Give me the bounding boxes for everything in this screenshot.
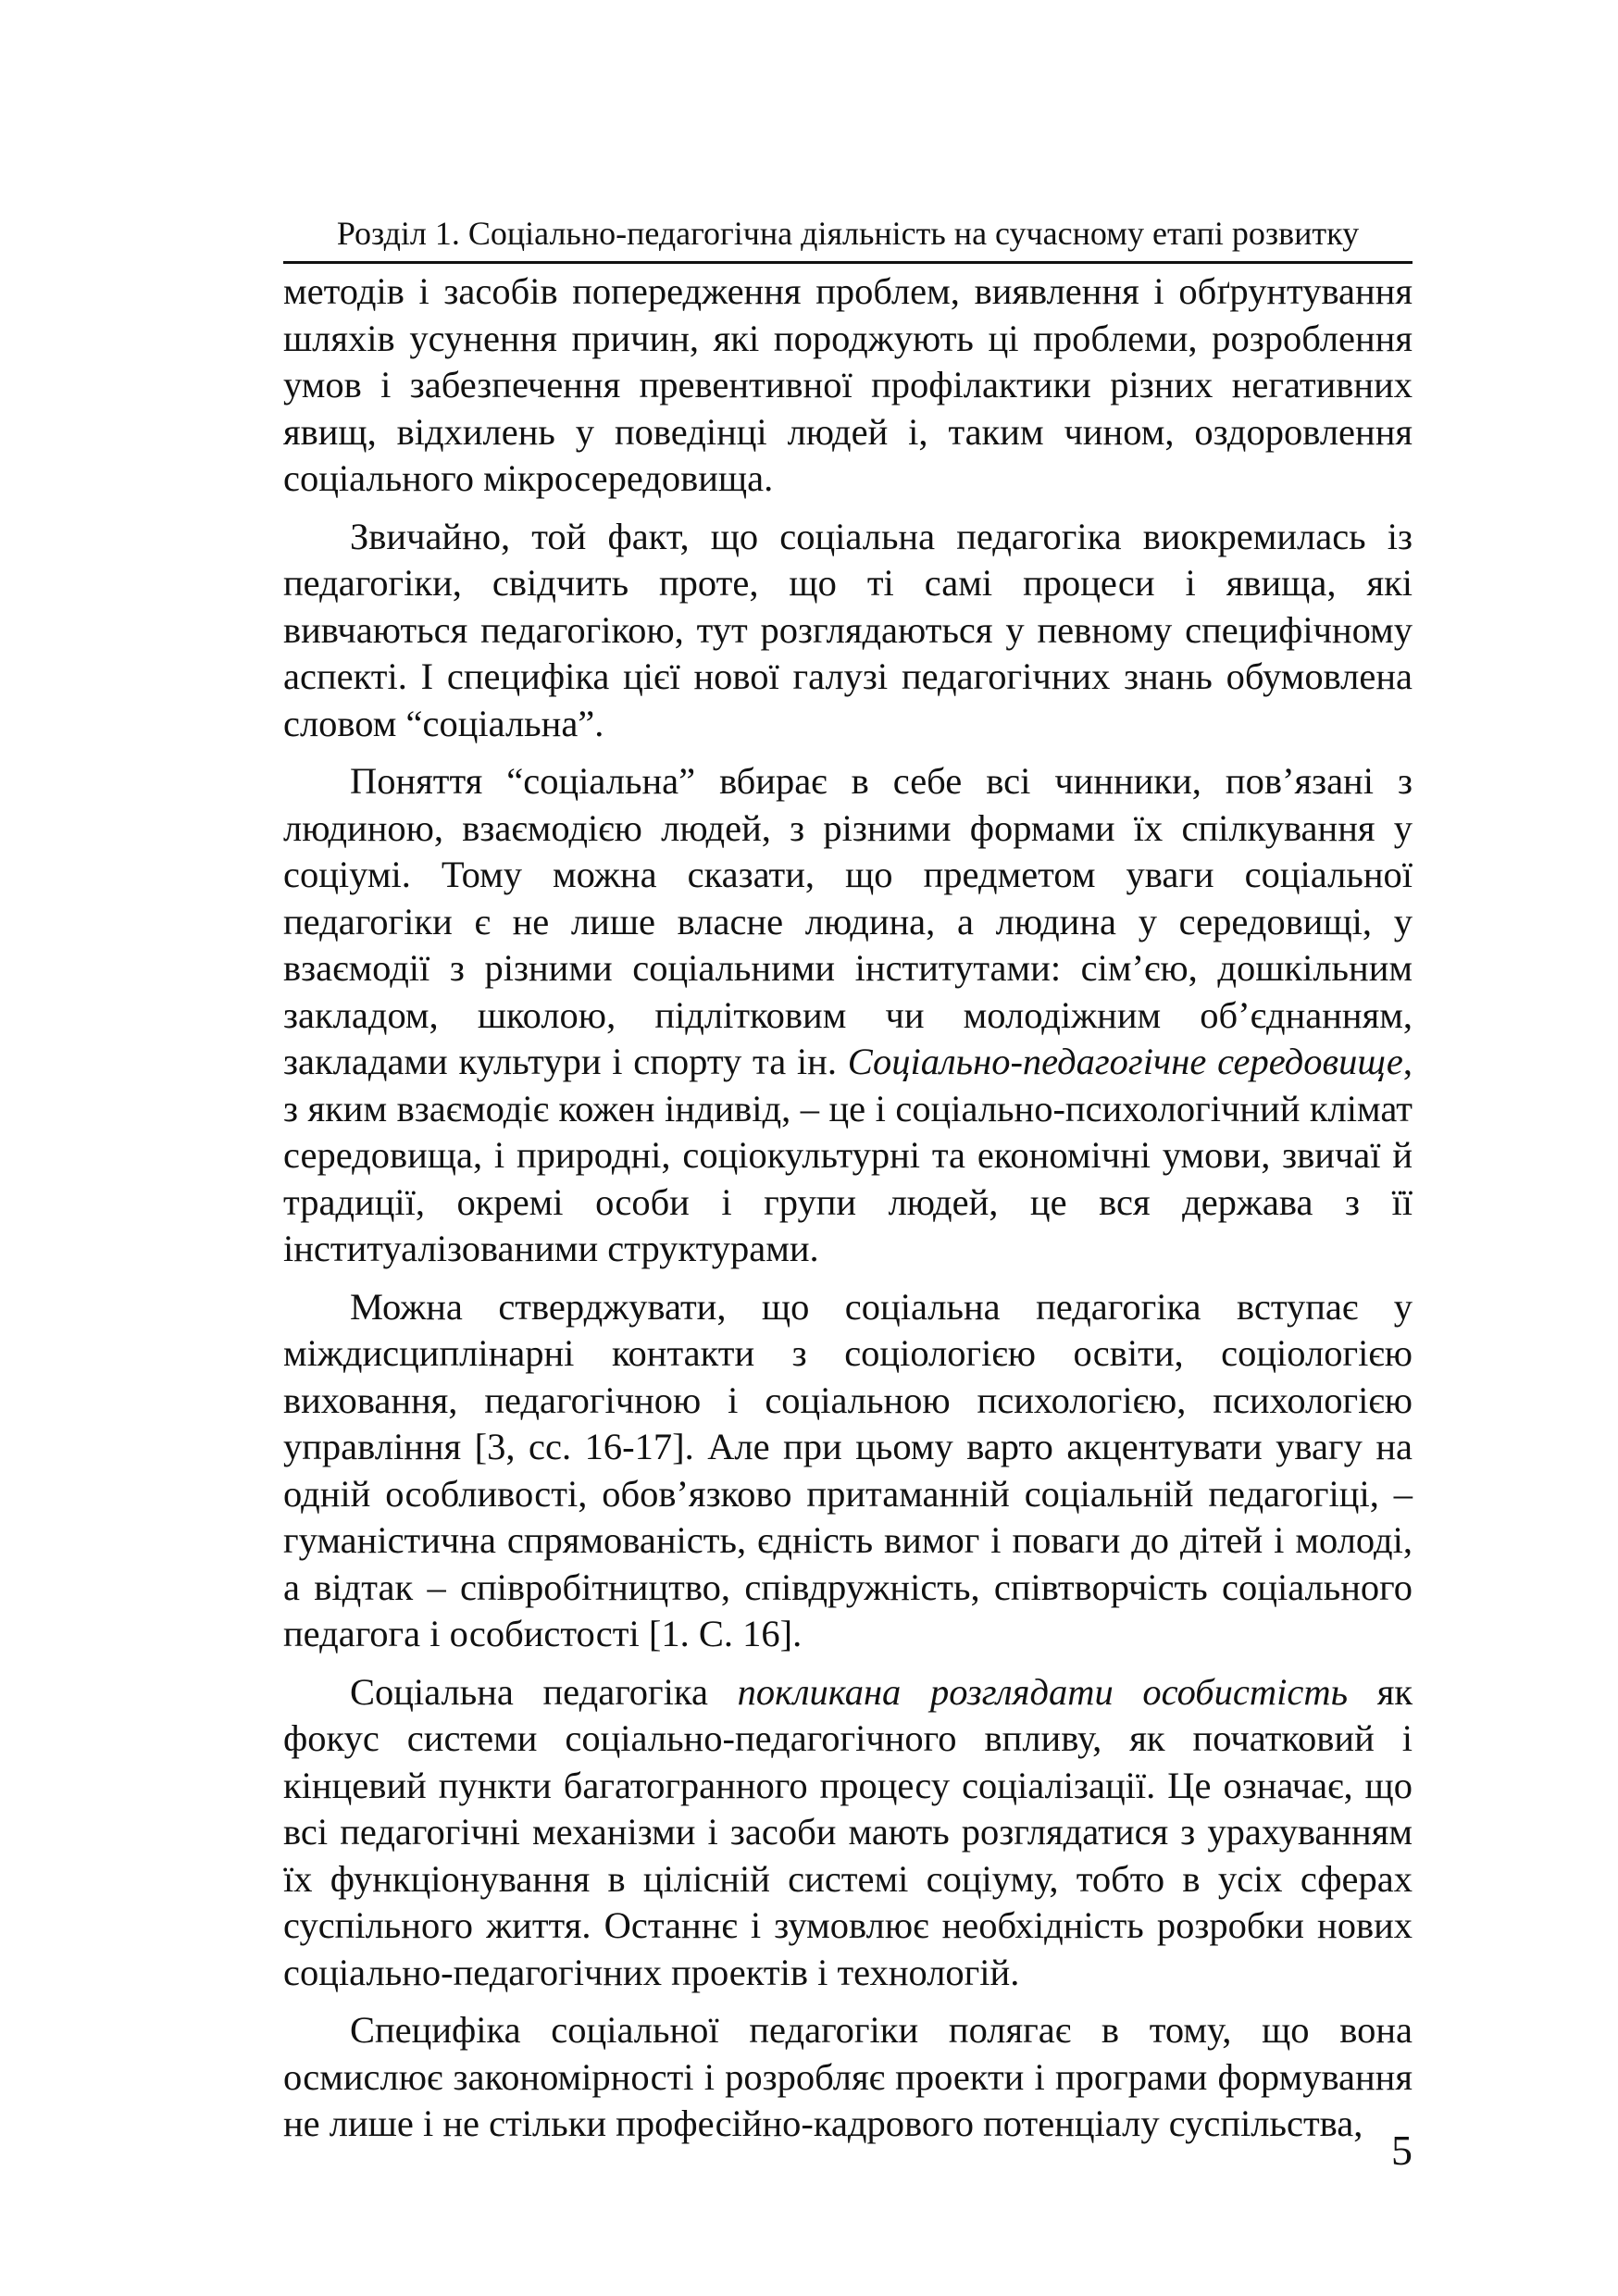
paragraph-1: методів і засобів попередження проблем, виявлення і обґрунтування шляхів усунення причин, які породжують ці проблеми, розроблення умов і забезпечення превентивної профілактики різних негативних явищ, відхилень у поведінці людей і, таким чином, оздоровлення соціального мікросередовища. — [283, 270, 1413, 499]
paragraph-5-text-after: як фокус системи соціально-педагогічного впливу, як початковий і кінцевий пункти багатогранного процесу соціалізації. Це означає, що всі педагогічні механізми і засоби мають розглядатися з урахуванням їх функціонування в цілісній системі соціуму, тобто в усіх сферах суспільного життя. Останнє і зумовлює необхідність розробки нових соціально-педагогічних проектів і технологій. — [283, 1670, 1413, 1993]
paragraph-5-text-before: Соціальна педагогіка — [350, 1670, 738, 1713]
page-number: 5 — [1391, 2127, 1413, 2174]
paragraph-5 — [283, 1669, 1413, 1997]
paragraph-4: Можна стверджувати, що соціальна педагогіка вступає у міждисциплінарні контакти з соціологією освіти, соціологією виховання, педагогічною і соціальною психологією, психологією управління [3, сс. 16-17]. Але при цьому варто акцентувати увагу на одній особливості, обов’язково притаманній соціальній педагогіці, – гуманістична спрямованість, єдність вимог і поваги до дітей і молоді, а відтак – співробітництво, співдружність, співтворчість соціального педагога і особистості [1. С. 16]. — [283, 1285, 1413, 1654]
paragraph-3-text-before: Поняття “соціальна” вбирає в себе всі чинники, пов’язані з людиною, взаємодією людей, з різними формами їх спілкування у соціумі. Тому можна сказати, що предметом уваги соціальної педагогіки є не лише власне людина, а людина у середовищі, у взаємодії з різними соціальними інститутами: сім’єю, дошкільним закладом, школою, підлітковим чи молодіжним об’єднанням, закладами культури і спорту та ін. — [283, 760, 1413, 1082]
body-text — [283, 268, 1413, 2148]
header-rule — [283, 261, 1413, 264]
paragraph-3-text-after: , з яким взаємодіє кожен індивід, – це і соціально-психологічний клімат середовища, і природні, соціокультурні та економічні умови, звичаї й традиції, окремі особи і групи людей, це вся держава з її інституалізованими структурами. — [283, 1041, 1413, 1269]
running-header: Розділ 1. Соціально-педагогічна діяльність на сучасному етапі розвитку — [336, 215, 1360, 252]
paragraph-6: Специфіка соціальної педагогіки полягає в тому, що вона осмислює закономірності і розробляє проекти і програми формування не лише і не стільки професійно-кадрового потенціалу суспільства, — [283, 2009, 1413, 2144]
paragraph-3 — [283, 758, 1413, 1273]
paragraph-3-emphasis: Соціально-педагогічне середовище — [847, 1041, 1403, 1082]
paragraph-5-emphasis: покликана розглядати особистість — [737, 1670, 1349, 1713]
paragraph-2: Звичайно, той факт, що соціальна педагогіка виокремилась із педагогіки, свідчить проте, що ті самі процеси і явища, які вивчаються педагогікою, тут розглядаються у певному специфічному аспекті. І специфіка цієї нової галузі педагогічних знань обумовлена словом “соціальна”. — [283, 515, 1413, 744]
